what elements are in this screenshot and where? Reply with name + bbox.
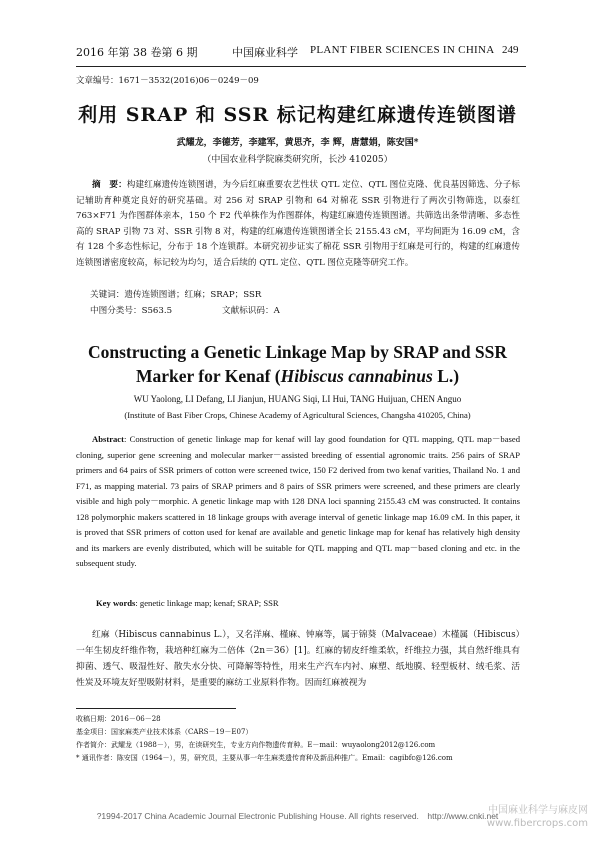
title-en-line2 xyxy=(0,366,595,387)
class-number: 中图分类号：S563.5 xyxy=(90,306,173,316)
abstract-cn xyxy=(76,178,520,271)
affiliation-cn: （中国农业科学院麻类研究所，长沙 410205） xyxy=(202,155,393,165)
affiliation-en: (Institute of Bast Fiber Crops, Chinese Academy of Agricultural Sciences, Changsha 410205, China) xyxy=(124,410,471,420)
watermark-line2: www.fibercrops.com xyxy=(486,818,588,829)
abstract-en-label: Abstract xyxy=(92,434,124,444)
document-code: 文献标识码：A xyxy=(222,306,280,316)
article-id: 文章编号：1671－3532(2016)06－0249－09 xyxy=(76,76,259,86)
keywords-en-label: Key words xyxy=(96,598,136,608)
authors-cn: 武耀龙，李德芳，李建军，黄思齐，李 辉，唐慧娟，陈安国* xyxy=(176,138,419,148)
running-header-issue: 2016 年第 38 卷第 6 期 xyxy=(76,46,198,59)
footnote-rule xyxy=(76,708,236,709)
footnote-received: 收稿日期：2016－06－28 xyxy=(76,715,161,723)
title-en-species: Hibiscus cannabinus xyxy=(280,366,433,386)
abstract-cn-label: 摘 要： xyxy=(92,180,127,190)
abstract-en-text: : Construction of genetic linkage map for kenaf will lay good foundation for QTL mapping, QTL map－based cloning, superior gene screening and molecular marker－assisted breeding of essential agronomic traits. 256 pairs of SRAP primers and 64 pairs of SSR primers of cotton were screened twice, 150 F2 derived from two kenaf varities, Thailand No. 1 and F71, as mapping material. 73 pairs of SRAP primers and 8 pairs of SSR primers were screened, and these primers are clearly visible and high poly－morphic. A genetic linkage map with 128 DNA loci spanning 2155.43 cM was constructed. It contains 128 polymorphic makers scattered in 18 linkage groups with average interval of genetic linkage map 16.09 cM. In this paper, it is proved that SSR primers of cotton used for kenaf are available and genetic linkage map for kenaf has relatively high density and its markers are evenly distributed, which will be suitable for QTL mapping and QTL map－based cloning and etc. in the subsequent study. xyxy=(76,434,520,568)
copyright-line: ?1994-2017 China Academic Journal Electronic Publishing House. All rights reserved. http://www.cnki.net xyxy=(96,811,499,821)
authors-en: WU Yaolong, LI Defang, LI Jianjun, HUANG Siqi, LI Hui, TANG Huijuan, CHEN Anguo xyxy=(133,394,462,404)
header-rule xyxy=(76,66,526,67)
keywords-cn: 关键词：遗传连锁图谱；红麻；SRAP；SSR xyxy=(90,290,262,300)
title-en-line2-post: L.) xyxy=(432,366,460,386)
running-header-page-number: 249 xyxy=(502,44,519,56)
keywords-en xyxy=(96,598,279,608)
title-cn: 利用 SRAP 和 SSR 标记构建红麻遗传连锁图谱 xyxy=(78,104,517,126)
keywords-en-text: : genetic linkage map; kenaf; SRAP; SSR xyxy=(135,598,279,608)
abstract-cn-text: 构建红麻遗传连锁图谱，为今后红麻重要农艺性状 QTL 定位、QTL 图位克隆、优良基因筛选、分子标记辅助育种奠定良好的研究基础。对 256 对 SRAP 引物和 64 对棉花 SSR 引物进行了两次引物筛选，以泰红 763×F71 为作图群体亲本，150 个 F2 代单株作为作图群体，构建红麻遗传连锁图谱。共筛选出条带清晰、多态性高的 SRAP 引物 73 对、SSR 引物 8 对，构建的红麻遗传连锁图谱全长 2155.43 cM，平均间距为 16.09 cM，含有 128 个多态性标记，分布于 18 个连锁群。本研究初步证实了棉花 SSR 引物用于红麻是可行的，构建的红麻遗传连锁图谱密度较高，标记较为均匀，适合后续的 QTL 定位、QTL 图位克隆等研究工作。 xyxy=(76,180,520,268)
body-paragraph-text: 红麻（Hibiscus cannabinus L.），又名洋麻、槿麻、钟麻等，属于锦葵（Malvaceae）木槿属（Hibiscus）一年生韧皮纤维作物，栽培种红麻为二倍体（2n＝36）[1]。红麻的韧皮纤维柔软，纤维拉力强，其自然纤维具有抑菌、透气、吸湿性好、散失水分快、可降解等特性，用来生产汽车内衬、麻塑、纸地膜、轻型板材、绒毛浆、活性炭及环境友好型吸附材料，是重要的麻纺工业原料作物。因而红麻被视为 xyxy=(76,630,520,688)
title-en-line1: Constructing a Genetic Linkage Map by SRAP and SSR xyxy=(87,342,508,362)
watermark-line1: 中国麻业科学与麻皮网 xyxy=(488,805,588,816)
running-header-journal-cn: 中国麻业科学 xyxy=(232,46,298,59)
footnote-corresponding: * 通讯作者：陈安国（1964－），男，研究员，主要从事一年生麻类遗传育种及新品种推广。Email：cagibfc@126.com xyxy=(76,754,453,762)
title-en-line2-pre: Marker for Kenaf ( xyxy=(135,366,281,386)
footnote-author: 作者简介：武耀龙（1988－），男，在读研究生，专业方向作物遗传育种。E－mail：wuyaolong2012@126.com xyxy=(76,741,436,749)
body-paragraph xyxy=(76,627,520,691)
abstract-en xyxy=(76,432,520,572)
footnote-fund: 基金项目：国家麻类产业技术体系（CARS－19－E07） xyxy=(76,728,253,736)
running-header-journal-en: PLANT FIBER SCIENCES IN CHINA xyxy=(310,44,495,56)
watermark xyxy=(478,804,588,830)
